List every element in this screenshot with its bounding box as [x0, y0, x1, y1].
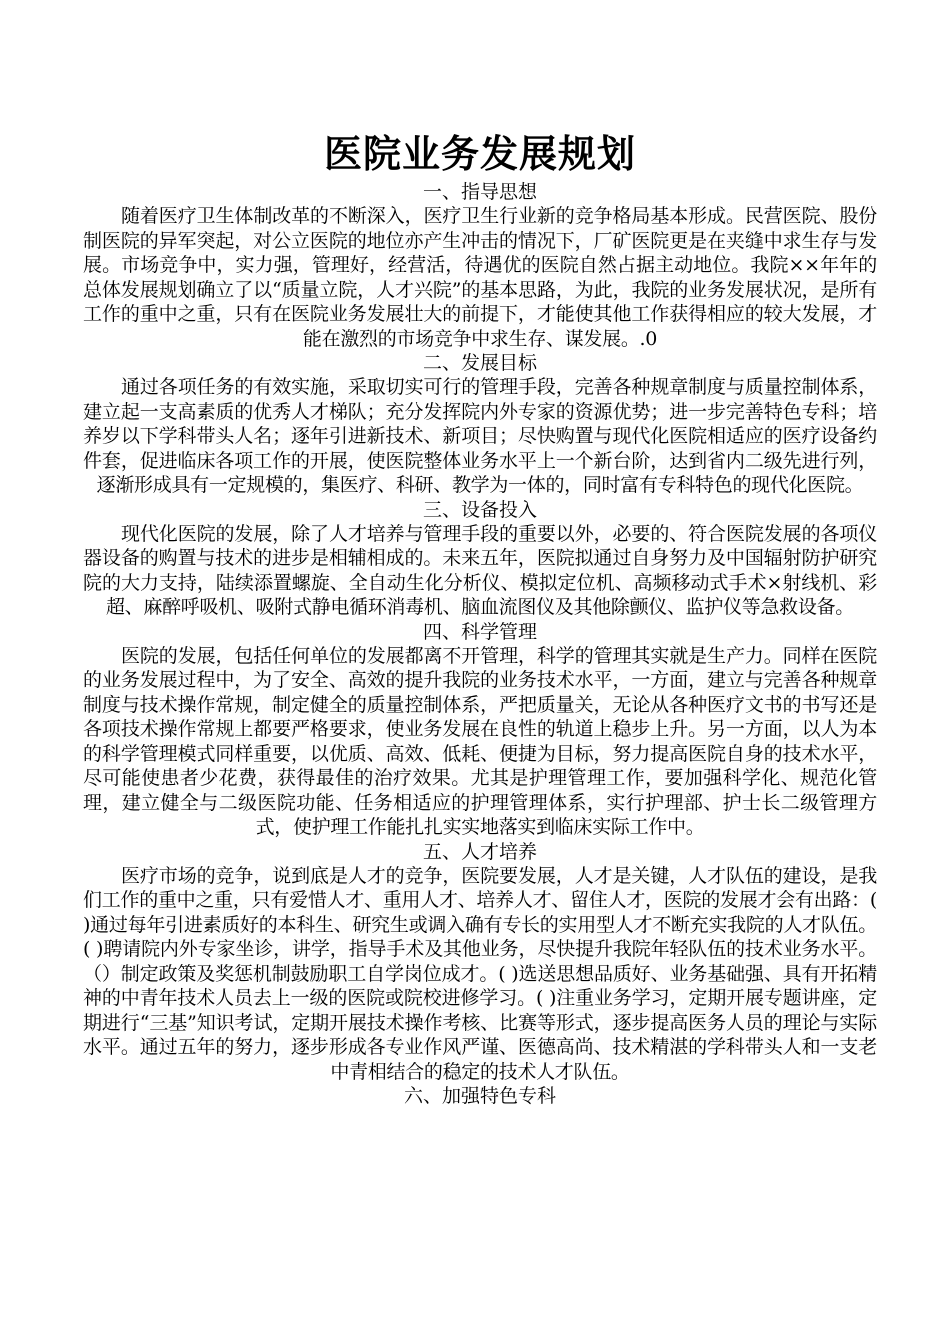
section-heading: 六、加强特色专科 — [403, 1085, 556, 1107]
section-paragraph: 医疗市场的竞争，说到底是人才的竞争，医院要发展，人才是关键，人才队伍的建设，是我们工作的重中之重，只有爱惜人才、重用人才、培养人才、留住人才，医院的发展才会有出路：( )通过每年引进素质好的本科生、研究生或调入确有专长的实用型人才不断充实我院的人才队伍。( )聘请院内外专家坐诊，讲学，指导手术及其他业务，尽快提升我院年轻队伍的技术业务水平。（）制定政策及奖惩机制鼓励职工自学岗位成才。( )选送思想品质好、业务基础强、具有开拓精神的中青年技术人员去上一级的医院或院校进修学习。( )注重业务学习，定期开展专题讲座，定期进行“三基”知识考试，定期开展技术操作考核、比赛等形式，逐步提高医务人员的理论与实际水平。通过五年的努力，逐步形成各专业作风严谨、医德高尚、技术精湛的学科带头人和一支老中青相结合的稳定的技术人才队伍。 — [83, 864, 877, 1083]
document-title: 医院业务发展规划 — [323, 132, 636, 176]
section-heading: 三、设备投入 — [422, 498, 537, 521]
section-heading: 二、发展目标 — [422, 352, 537, 374]
section-scientific-management — [83, 620, 877, 840]
section-heading: 五、人才培养 — [422, 840, 537, 863]
section-guiding-thought — [83, 180, 877, 351]
section-heading: 四、科学管理 — [422, 620, 537, 643]
section-paragraph: 现代化医院的发展，除了人才培养与管理手段的重要以外，必要的、符合医院发展的各项仪器设备的购置与技术的进步是相辅相成的。未来五年，医院拟通过自身努力及中国辐射防护研究院的大力支持，陆续添置螺旋、全自动生化分析仪、模拟定位机、高频移动式手术×射线机、彩超、麻醉呼吸机、吸附式静电循环消毒机、脑血流图仪及其他除颤仪、监护仪等急救设备。 — [83, 522, 877, 618]
section-equipment-investment — [83, 498, 877, 620]
section-paragraph: 通过各项任务的有效实施，采取切实可行的管理手段，完善各种规章制度与质量控制体系，建立起一支高素质的优秀人才梯队；充分发挥院内外专家的资源优势；进一步完善特色专科；培养岁以下学科带头人名；逐年引进新技术、新项目；尽快购置与现代化医院相适应的医疗设备约件套，促进临床各项工作的开展，使医院整体业务水平上一个新台阶，达到省内二级先进行列，逐渐形成具有一定规模的，集医疗、科研、教学为一体的，同时富有专科特色的现代化医院。 — [83, 376, 877, 496]
section-heading: 一、指导思想 — [422, 181, 537, 203]
document-page — [83, 128, 877, 1108]
section-paragraph: 医院的发展，包括任何单位的发展都离不开管理，科学的管理其实就是生产力。同样在医院的业务发展过程中，为了安全、高效的提升我院的业务技术水平，一方面，建立与完善各种规章制度与技术操作常规，制定健全的质量控制体系，严把质量关，无论从各种医疗文书的书写还是各项技术操作常规上都要严格要求，使业务发展在良性的轨道上稳步上升。另一方面，以人为本的科学管理模式同样重要，以优质、高效、低耗、便捷为目标，努力提高医院自身的技术水平，尽可能使患者少花费，获得最佳的治疗效果。尤其是护理管理工作，要加强科学化、规范化管理，建立健全与二级医院功能、任务相适应的护理管理体系，实行护理部、护士长二级管理方式，使护理工作能扎扎实实地落实到临床实际工作中。 — [83, 644, 877, 838]
section-talent-training — [83, 840, 877, 1085]
section-paragraph: 随着医疗卫生体制改革的不断深入，医疗卫生行业新的竞争格局基本形成。民营医院、股份制医院的异军突起，对公立医院的地位亦产生冲击的情况下，厂矿医院更是在夹缝中求生存与发展。市场竞争中，实力强，管理好，经营活，待遇优的医院自然占据主动地位。我院××年年的总体发展规划确立了以“质量立院，人才兴院”的基本思路，为此，我院的业务发展状况，是所有工作的重中之重，只有在医院业务发展壮大的前提下，才能使其他工作获得相应的较大发展，才能在激烈的市场竞争中求生存、谋发展。.0 — [83, 205, 877, 350]
section-specialty-departments — [83, 1084, 877, 1108]
section-development-goals — [83, 351, 877, 498]
